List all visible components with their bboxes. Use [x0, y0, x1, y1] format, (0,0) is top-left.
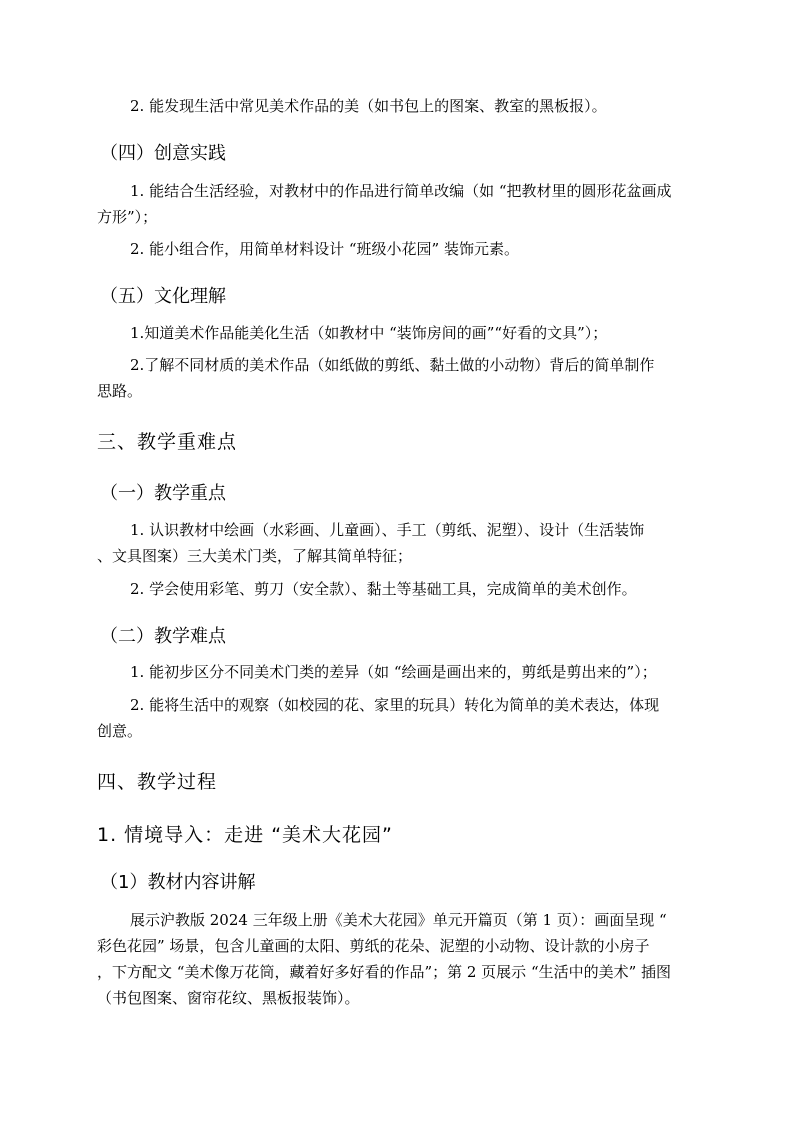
paragraph: 2. 能将生活中的观察（如校园的花、家里的玩具）转化为简单的美术表达，体现: [130, 696, 660, 714]
chapter-heading: 三、教学重难点: [97, 431, 238, 453]
chapter-heading: 四、教学过程: [97, 771, 218, 793]
section-heading: （二）教学难点: [100, 626, 226, 647]
paragraph: 1. 认识教材中绘画（水彩画、儿童画）、手工（剪纸、泥塑）、设计（生活装饰: [130, 521, 645, 539]
section-heading: （四）创意实践: [100, 143, 226, 164]
paragraph-continuation: 创意。: [97, 722, 143, 740]
paragraph: 1.知道美术作品能美化生活（如教材中 “装饰房间的画”“好看的文具”）；: [130, 324, 608, 342]
paragraph-continuation: 方形”）；: [97, 208, 158, 226]
paragraph: 展示沪教版 2024 三年级上册《美术大花园》单元开篇页（第 1 页）：画面呈现 “: [130, 911, 667, 929]
paragraph-continuation: ，下方配文 “美术像万花筒，藏着好多好看的作品”；第 2 页展示 “生活中的美术” 插图: [97, 963, 672, 981]
paragraph-continuation: （书包图案、窗帘花纹、黑板报装饰）。: [97, 989, 360, 1007]
paragraph-continuation: 、文具图案）三大美术门类，了解其简单特征；: [97, 547, 413, 565]
section-heading: （一）教学重点: [100, 483, 226, 504]
step-heading: 1. 情境导入：走进 “美术大花园”: [97, 824, 393, 846]
paragraph: 2. 能发现生活中常见美术作品的美（如书包上的图案、教室的黑板报）。: [130, 97, 607, 115]
paragraph: 2. 能小组合作，用简单材料设计 “班级小花园” 装饰元素。: [130, 240, 519, 258]
section-heading: （五）文化理解: [100, 286, 226, 307]
paragraph: 2.了解不同材质的美术作品（如纸做的剪纸、黏土做的小动物）背后的简单制作: [130, 356, 655, 374]
subsection-heading: （1）教材内容讲解: [100, 872, 256, 893]
paragraph-continuation: 思路。: [97, 382, 143, 400]
paragraph: 1. 能初步区分不同美术门类的差异（如 “绘画是画出来的，剪纸是剪出来的”）；: [130, 663, 657, 681]
paragraph: 2. 学会使用彩笔、剪刀（安全款）、黏土等基础工具，完成简单的美术创作。: [130, 580, 637, 598]
paragraph-continuation: 彩色花园” 场景，包含儿童画的太阳、剪纸的花朵、泥塑的小动物、设计款的小房子: [97, 937, 650, 955]
paragraph: 1. 能结合生活经验，对教材中的作品进行简单改编（如 “把教材里的圆形花盆画成: [130, 182, 672, 200]
